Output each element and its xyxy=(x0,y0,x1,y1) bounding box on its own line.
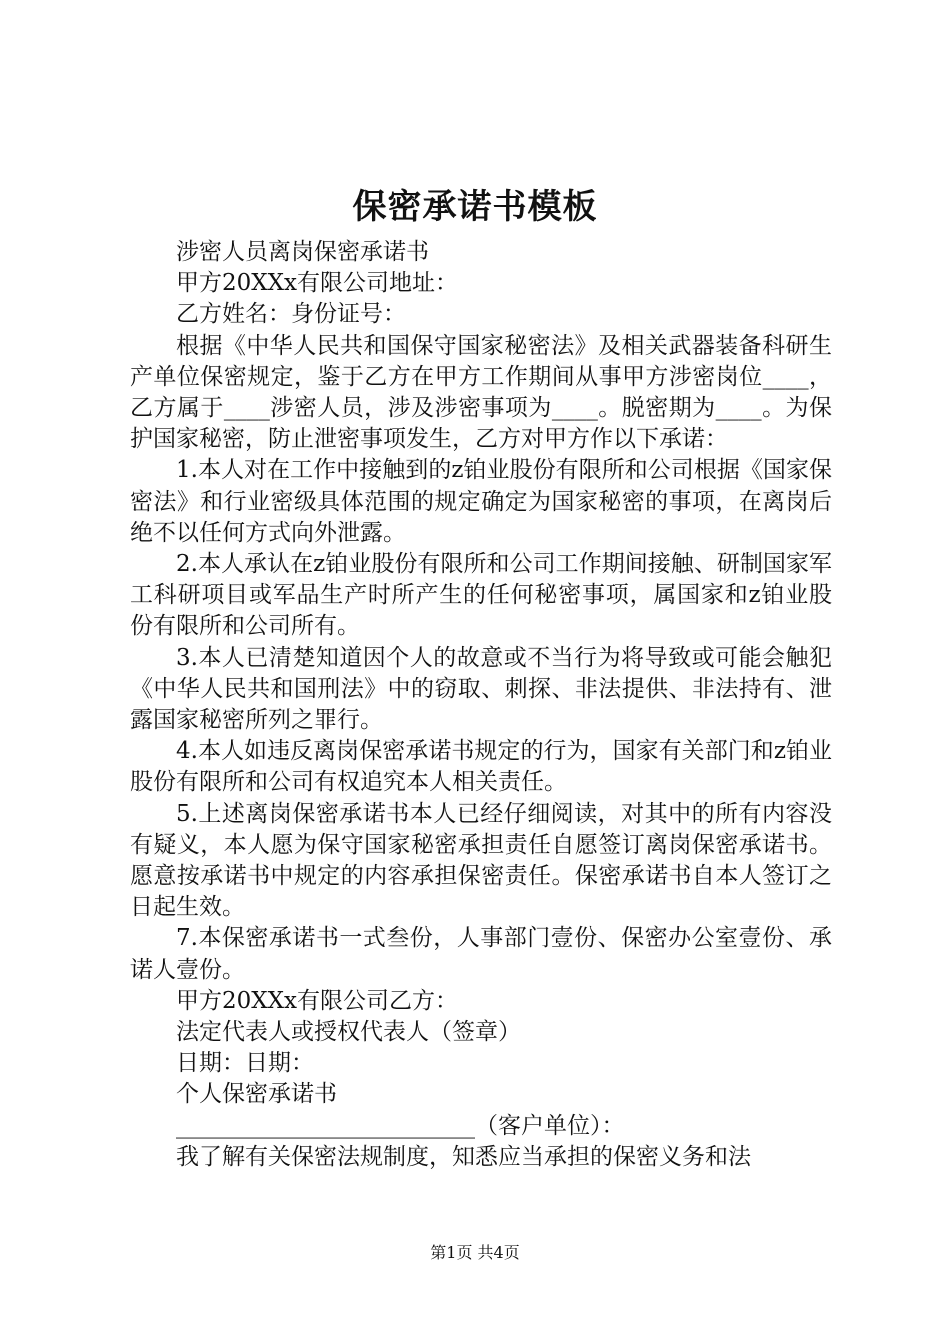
paragraph-item-2: 2.本人承认在z铂业股份有限所和公司工作期间接触、研制国家军工科研项目或军品生产时所产生的任何秘密事项，属国家和z铂业股份有限所和公司所有。 xyxy=(130,551,832,640)
paragraph-personal-heading: 个人保密承诺书 xyxy=(176,1081,337,1108)
paragraph-party-a: 甲方20XXx有限公司地址： xyxy=(176,270,458,297)
paragraph-item-5: 5.上述离岗保密承诺书本人已经仔细阅读，对其中的所有内容没有疑义，本人愿为保守国家秘密承担责任自愿签订离岗保密承诺书。愿意按承诺书中规定的内容承担保密责任。保密承诺书自本人签订之日起生效。 xyxy=(130,800,832,921)
paragraph-item-1: 1.本人对在工作中接触到的z铂业股份有限所和公司根据《国家保密法》和行业密级具体范围的规定确定为国家秘密的事项，在离岗后绝不以任何方式向外泄露。 xyxy=(130,457,832,546)
paragraph-heading: 涉密人员离岗保密承诺书 xyxy=(176,239,429,265)
paragraph-signature-parties: 甲方20XXx有限公司乙方： xyxy=(176,987,458,1014)
paragraph-party-b: 乙方姓名：身份证号： xyxy=(176,301,406,328)
document-title: 保密承诺书模板 xyxy=(352,187,598,227)
paragraph-signature-date: 日期：日期： xyxy=(176,1050,314,1077)
paragraph-client-unit: __________________________（客户单位）： xyxy=(176,1112,625,1139)
paragraph-item-4: 4.本人如违反离岗保密承诺书规定的行为，国家有关部门和z铂业股份有限所和公司有权追究本人相关责任。 xyxy=(130,738,832,796)
paragraph-personal-body: 我了解有关保密法规制度，知悉应当承担的保密义务和法 xyxy=(176,1143,751,1170)
paragraph-item-7: 7.本保密承诺书一式叁份，人事部门壹份、保密办公室壹份、承诺人壹份。 xyxy=(130,925,832,983)
page-footer: 第1页 共4页 xyxy=(430,1243,520,1262)
paragraph-signature-rep: 法定代表人或授权代表人（签章） xyxy=(176,1019,521,1046)
paragraph-preamble: 根据《中华人民共和国保守国家秘密法》及相关武器装备科研生产单位保密规定，鉴于乙方在甲方工作期间从事甲方涉密岗位____，乙方属于____涉密人员，涉及涉密事项为____。脱密期为____。为保护国家秘密，防止泄密事项发生，乙方对甲方作以下承诺： xyxy=(130,332,832,453)
document-body xyxy=(130,237,832,1173)
paragraph-item-3: 3.本人已清楚知道因个人的故意或不当行为将导致或可能会触犯《中华人民共和国刑法》中的窃取、刺探、非法提供、非法持有、泄露国家秘密所列之罪行。 xyxy=(130,644,832,734)
